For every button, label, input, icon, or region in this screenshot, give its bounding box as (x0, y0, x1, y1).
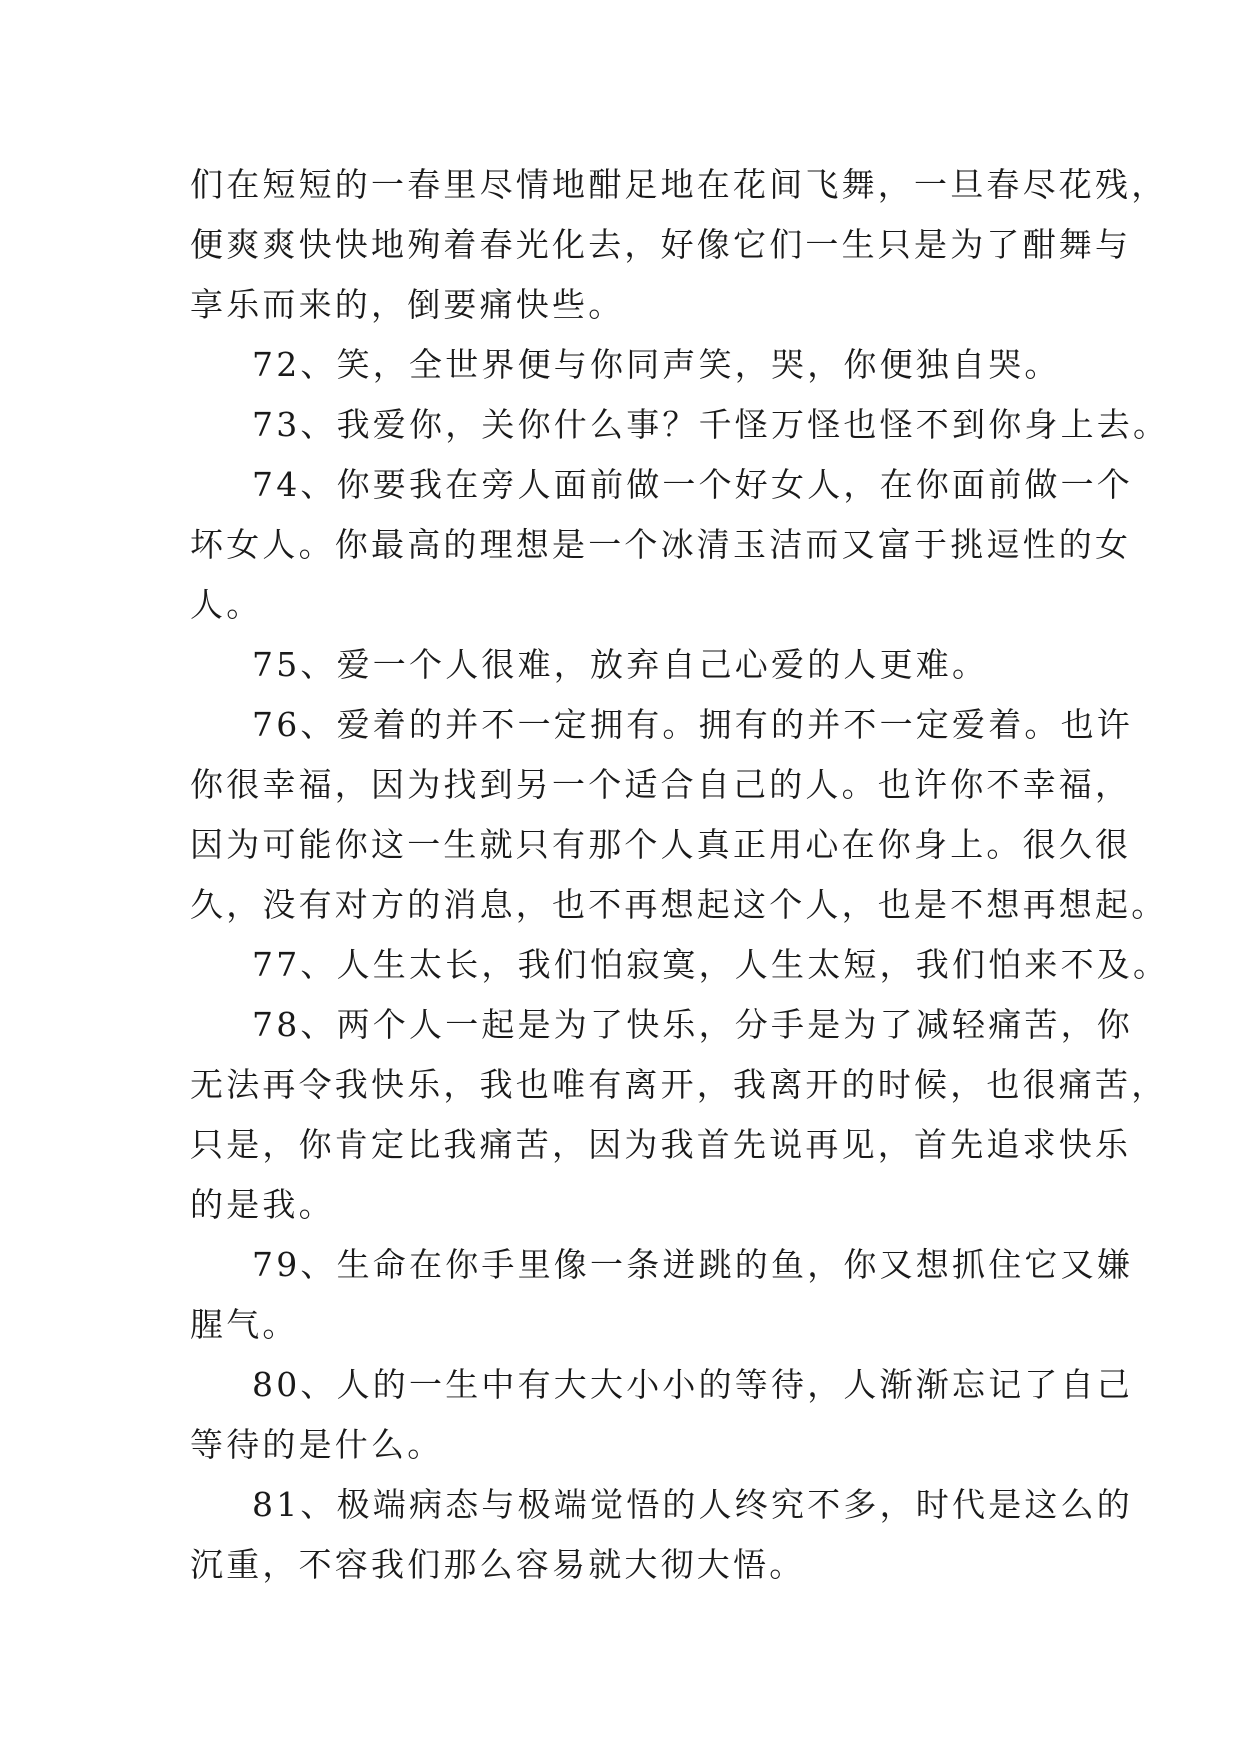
text-line: 沉重，不容我们那么容易就大彻大悟。 (190, 1545, 806, 1584)
text-line: 便爽爽快快地殉着春光化去，好像它们一生只是为了酣舞与 (190, 225, 1132, 264)
text-line: 人。 (190, 585, 263, 624)
text-line: 因为可能你这一生就只有那个人真正用心在你身上。很久很 (190, 825, 1132, 864)
quote-80: 80、人的一生中有大大小小的等待，人渐渐忘记了自己 (252, 1365, 1133, 1404)
text-line: 们在短短的一春里尽情地酣足地在花间飞舞，一旦春尽花残， (190, 165, 1168, 204)
quote-74: 74、你要我在旁人面前做一个好女人，在你面前做一个 (252, 465, 1133, 504)
text-line: 的是我。 (190, 1185, 335, 1224)
quote-73: 73、我爱你，关你什么事？千怪万怪也怪不到你身上去。 (252, 405, 1170, 444)
quote-75: 75、爱一个人很难，放弃自己心爱的人更难。 (252, 645, 989, 684)
text-line: 腥气。 (190, 1305, 299, 1344)
document-body (190, 155, 1170, 1595)
text-line: 享乐而来的，倒要痛快些。 (190, 285, 625, 324)
text-line: 坏女人。你最高的理想是一个冰清玉洁而又富于挑逗性的女 (190, 525, 1132, 564)
text-line: 无法再令我快乐，我也唯有离开，我离开的时候，也很痛苦， (190, 1065, 1168, 1104)
text-line: 等待的是什么。 (190, 1425, 444, 1464)
text-line: 久，没有对方的消息，也不再想起这个人，也是不想再想起。 (190, 885, 1168, 924)
quote-78: 78、两个人一起是为了快乐，分手是为了减轻痛苦，你 (252, 1005, 1133, 1044)
quote-76: 76、爱着的并不一定拥有。拥有的并不一定爱着。也许 (252, 705, 1133, 744)
quote-79: 79、生命在你手里像一条迸跳的鱼，你又想抓住它又嫌 (252, 1245, 1133, 1284)
quote-77: 77、人生太长，我们怕寂寞，人生太短，我们怕来不及。 (252, 945, 1170, 984)
text-line: 只是，你肯定比我痛苦，因为我首先说再见，首先追求快乐 (190, 1125, 1132, 1164)
text-line: 你很幸福，因为找到另一个适合自己的人。也许你不幸福， (190, 765, 1132, 804)
quote-81: 81、极端病态与极端觉悟的人终究不多，时代是这么的 (252, 1485, 1133, 1524)
quote-72: 72、笑，全世界便与你同声笑，哭，你便独自哭。 (252, 345, 1061, 384)
